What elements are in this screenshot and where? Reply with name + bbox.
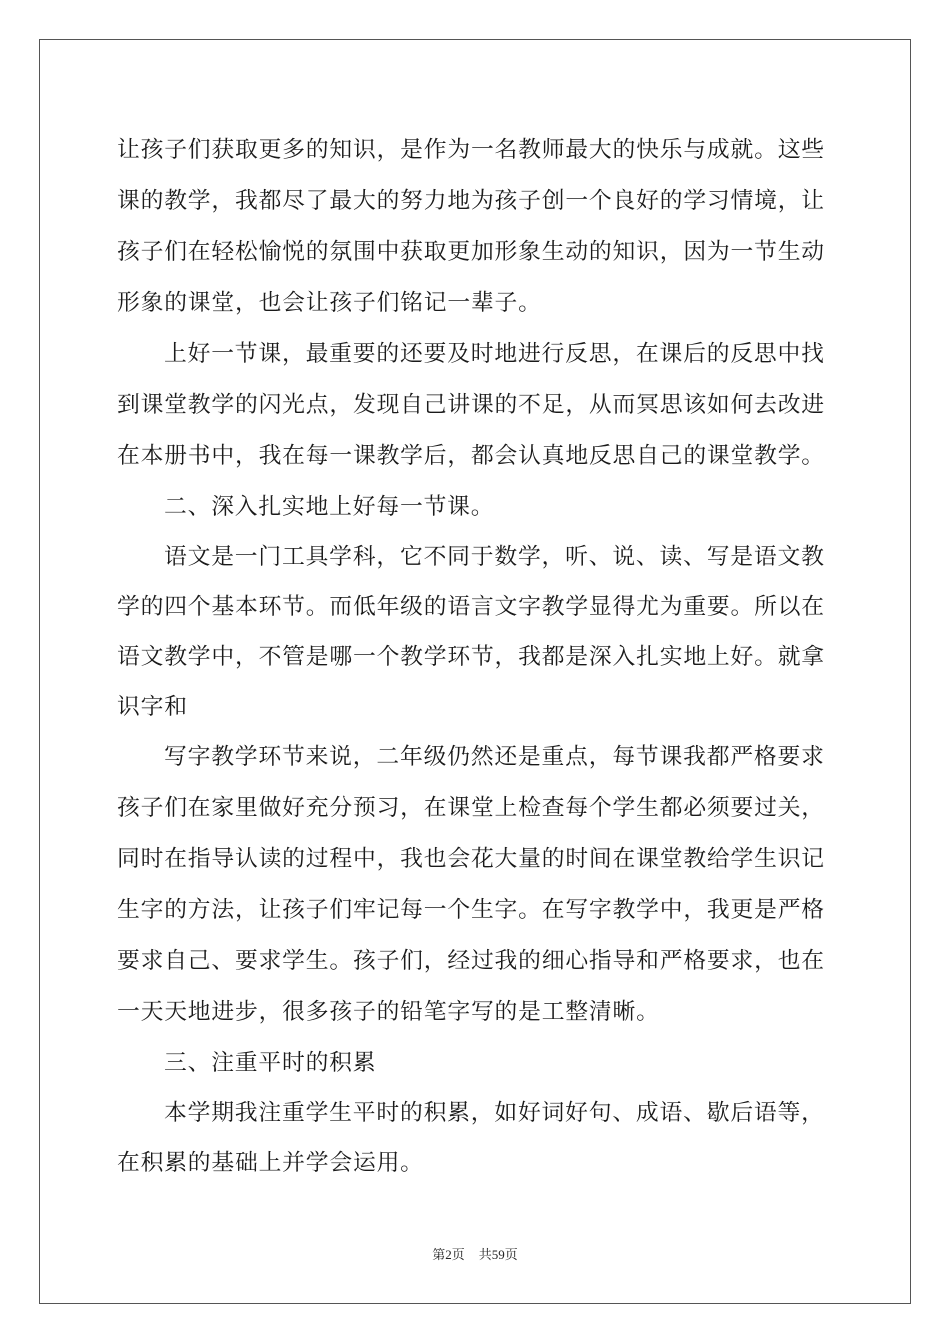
- section-heading: 三、注重平时的积累: [164, 1050, 377, 1076]
- text-line: 生字的方法，让孩子们牢记每一个生字。在写字教学中，我更是严格: [117, 897, 825, 923]
- text-line: 语文教学中，不管是哪一个教学环节，我都是深入扎实地上好。就拿: [117, 644, 825, 670]
- text-line: 同时在指导认读的过程中，我也会花大量的时间在课堂教给学生识记: [117, 846, 825, 872]
- text-line: 上好一节课，最重要的还要及时地进行反思，在课后的反思中找: [164, 341, 825, 367]
- text-line: 学的四个基本环节。而低年级的语言文字教学显得尤为重要。所以在: [117, 594, 825, 620]
- text-line: 课的教学，我都尽了最大的努力地为孩子创一个良好的学习情境，让: [117, 188, 825, 214]
- text-line: 形象的课堂，也会让孩子们铭记一辈子。: [117, 290, 542, 316]
- page-total: 共59页: [478, 1247, 518, 1262]
- text-line: 语文是一门工具学科，它不同于数学，听、说、读、写是语文教: [164, 544, 825, 570]
- text-line: 写字教学环节来说，二年级仍然还是重点，每节课我都严格要求: [164, 744, 825, 770]
- text-line: 让孩子们获取更多的知识，是作为一名教师最大的快乐与成就。这些: [117, 137, 825, 163]
- text-line: 在积累的基础上并学会运用。: [117, 1150, 424, 1176]
- text-line: 本学期我注重学生平时的积累，如好词好句、成语、歇后语等，: [164, 1100, 825, 1126]
- text-line: 在本册书中，我在每一课教学后，都会认真地反思自己的课堂教学。: [117, 443, 825, 469]
- section-heading: 二、深入扎实地上好每一节课。: [164, 494, 495, 520]
- text-line: 孩子们在家里做好充分预习，在课堂上检查每个学生都必须要过关，: [117, 795, 825, 821]
- text-line: 到课堂教学的闪光点，发现自己讲课的不足，从而冥思该如何去改进: [117, 392, 825, 418]
- text-line: 要求自己、要求学生。孩子们，经过我的细心指导和严格要求，也在: [117, 948, 825, 974]
- text-line: 一天天地进步，很多孩子的铅笔字写的是工整清晰。: [117, 999, 660, 1025]
- page-number: 第2页: [432, 1247, 465, 1262]
- text-line: 识字和: [117, 694, 188, 720]
- text-line: 孩子们在轻松愉悦的氛围中获取更加形象生动的知识，因为一节生动: [117, 239, 825, 265]
- page-footer: [0, 1246, 950, 1264]
